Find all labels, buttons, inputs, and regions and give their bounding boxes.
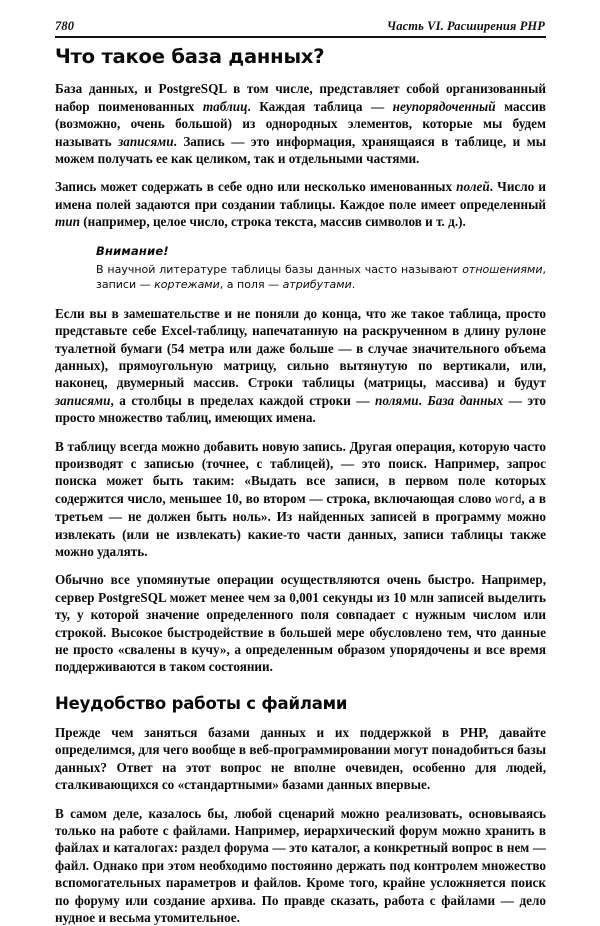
text-run: Запись может содержать в себе одно или несколько именованных — [55, 179, 457, 195]
text-run: Если вы в замешательстве и не поняли до конца, что же такое таблица, просто представьте себе Excel-таблицу, напечатанную на раскрученном в длину рулоне туалетной бумаги (54 метра или даже больше — в случае значительного объема данных), прямоугольную матрицу, сильно вытянутую по вертикали, или, наконец, двумерный массив. Строки таблицы (матрицы, массива) и будут — [55, 305, 546, 391]
text-run: (например, целое число, строка текста, массив символов и т. д.). — [79, 214, 466, 230]
text-run: , а столбцы в пределах каждой строки — — [110, 392, 376, 408]
text-run: . Каждая таблица — — [247, 98, 393, 114]
note-title: Внимание! — [96, 243, 169, 258]
paragraph-2 — [55, 178, 546, 230]
text-run: . — [418, 392, 428, 408]
text-run: Прежде чем заняться базами данных и их поддержкой в PHP, давайте определимся, для чего вообще в веб-программировании могут понадобиться базы данных? Ответ на этот вопрос не вполне очевиден, особенно для людей, сталкивающихся со «стандартными» базами данных впервые. — [55, 724, 546, 793]
emphasis-zapisyami: записями — [118, 133, 174, 149]
text-run: , записи — — [96, 262, 546, 291]
page-content — [55, 46, 546, 926]
running-header-title: Часть VI. Расширения PHP — [386, 19, 545, 33]
paragraph-7 — [55, 805, 546, 926]
text-run: База данных, и PostgreSQL в том числе, представляет собой организованный набор поименованных — [55, 81, 546, 114]
emphasis-otnosheniyami: отношениями — [462, 262, 543, 276]
emphasis-polyami: полями — [375, 392, 419, 408]
emphasis-neuporyadochennyy: неупорядоченный — [392, 98, 496, 114]
text-run: В таблицу всегда можно добавить новую запись. Другая операция, которую часто производят с записью (точнее, с таблицей), — это поиск. Например, запрос поиска может быть таким: «Выдать все записи, в первом поле которых содержится число, меньшее 10, во втором — строка, включающая слово — [55, 438, 546, 506]
emphasis-tablic: таблиц — [202, 98, 248, 114]
paragraph-3 — [55, 305, 546, 427]
emphasis-atributami: атрибутами — [282, 277, 352, 291]
text-run: В научной литературе таблицы базы данных часто называют — [96, 262, 463, 276]
text-run: В самом деле, казалось бы, любой сценарий можно реализовать, основываясь только на работе с файлами. Например, иерархический форум можно хранить в файлах и каталогах: раздел форума — это каталог, а конкретный вопрос в нем — файл. Однако при этом необходимо постоянно держать под контролем множество вспомогательных параметров и файлов. Кроме того, крайне усложняется поиск по форуму или создание архива. По правде сказать, работа с файлами — дело нудное и весьма утомительное. — [55, 805, 546, 926]
emphasis-kortezhami: кортежами — [154, 277, 220, 291]
text-run: . Запись — это информация, хранящаяся в таблице, и мы можем получать ее как целиком, так и отдельными частями. — [55, 133, 546, 167]
note-body — [96, 262, 546, 292]
section-title: Неудобство работы с файлами — [55, 693, 348, 713]
paragraph-5 — [55, 571, 546, 675]
paragraph-6 — [55, 724, 546, 794]
paragraph-1 — [55, 80, 546, 167]
inline-code-word: word — [495, 492, 522, 506]
emphasis-poley: полей — [456, 179, 490, 195]
page-title: Что такое база данных? — [55, 45, 325, 68]
page-number: 780 — [55, 19, 75, 33]
text-run: — это просто множество таблиц, имеющих имена. — [55, 392, 547, 426]
attention-note — [88, 244, 546, 292]
text-run: Обычно все упомянутые операции осуществляются очень быстро. Например, сервер PostgreSQL может менее чем за 0,001 секунды из 10 млн записей выделить ту, у которой значение определенного поля совпадает с нужным числом или строкой. Высокое быстродействие в большей мере обусловлено тем, что данные не просто «свалены в кучу», а определенным образом упорядочены и все время поддерживаются в таком состоянии. — [55, 572, 546, 675]
emphasis-baza-dannyh: База данных — [427, 392, 504, 408]
text-run: . Число и имена полей задаются при создании таблицы. Каждое поле имеет определенный — [55, 179, 546, 212]
running-header — [55, 19, 545, 34]
header-rule — [55, 36, 546, 38]
text-run: , а в третьем — не должен быть ноль». Из найденных записей в программу можно извлекать (или не извлекать) какие-то части данных, записи таблицы также можно удалять. — [55, 490, 546, 559]
emphasis-tip: тип — [55, 214, 80, 230]
text-run: массив (возможно, очень большой) из однородных элементов, которые мы будем называть — [55, 98, 546, 149]
text-run: . — [351, 277, 356, 291]
paragraph-4 — [55, 438, 546, 561]
emphasis-zapisyami-2: записями — [55, 392, 111, 408]
text-run: , а поля — — [219, 277, 283, 291]
